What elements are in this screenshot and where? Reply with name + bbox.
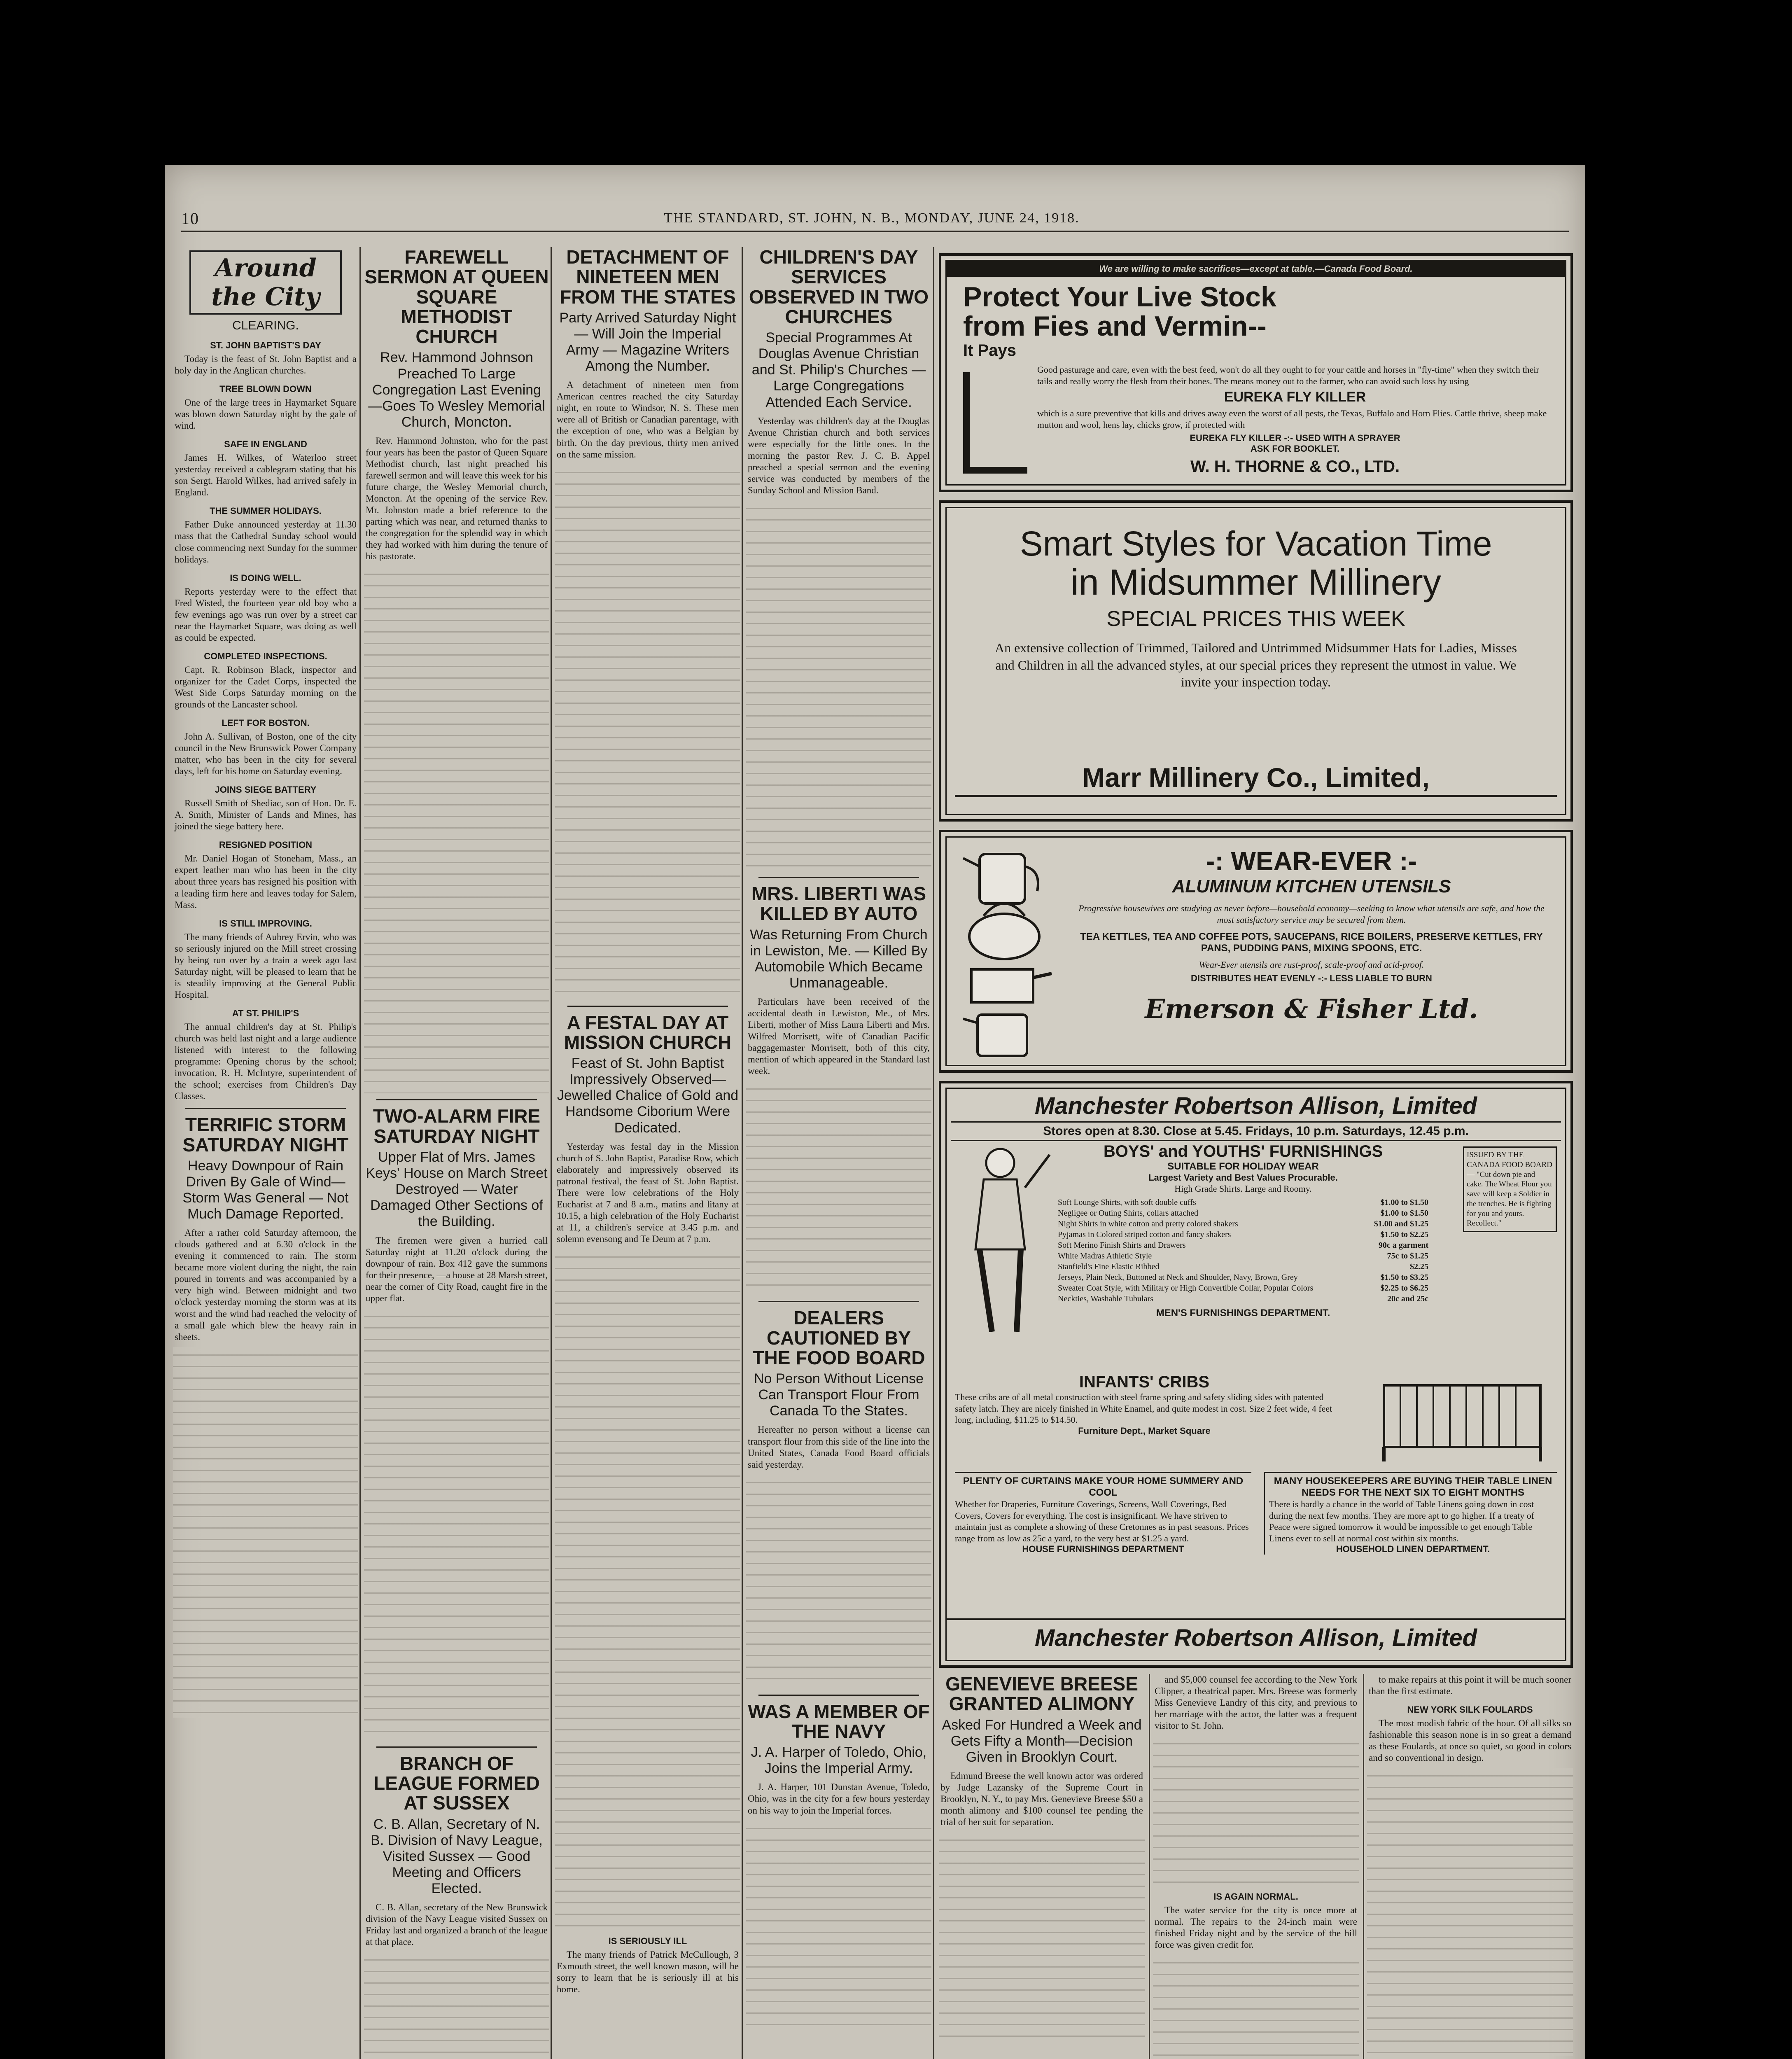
article-continuation bbox=[746, 1081, 931, 1295]
divider bbox=[376, 1746, 537, 1748]
storm-headline: TERRIFIC STORM SATURDAY NIGHT bbox=[182, 1114, 349, 1156]
detachment-deck: Party Arrived Saturday Night — Will Join the Imperial Army — Magazine Writers Among the Number. bbox=[559, 310, 736, 374]
price-value: $1.00 to $1.50 bbox=[1380, 1198, 1428, 1207]
brief-headline: IS STILL IMPROVING. bbox=[219, 918, 312, 929]
festal-deck: Feast of St. John Baptist Impressively Observed—Jewelled Chalice of Gold and Handsome Ciborium Were Dedicated. bbox=[557, 1055, 739, 1136]
bottom-column-1 bbox=[939, 1674, 1145, 2059]
masthead bbox=[181, 206, 1569, 232]
brief-headline: SAFE IN ENGLAND bbox=[224, 439, 307, 450]
price-row bbox=[1058, 1261, 1428, 1272]
price-value: 75c to $1.25 bbox=[1387, 1251, 1428, 1261]
ad1-body-block bbox=[1037, 364, 1553, 476]
page-number: 10 bbox=[181, 209, 199, 228]
price-row bbox=[1058, 1283, 1428, 1293]
wear-ever-body: Progressive housewives are studying as never before—household economy—seeking to know what utensils are safe, and how the most satisfactory service may be secured from them. bbox=[1078, 903, 1545, 925]
column-rule bbox=[1363, 1674, 1364, 2059]
bottom-column-2 bbox=[1153, 1674, 1359, 2059]
price-item: Negligee or Outing Shirts, collars attached bbox=[1058, 1208, 1199, 1218]
house-dept-label: HOUSE FURNISHINGS DEPARTMENT bbox=[1022, 1544, 1184, 1554]
brief-body: The many friends of Aubrey Ervin, who was so seriously injured on the Mill street crossing by being run over by a train a week ago last Saturday night, will be pleased to learn that he is steadily improving at the General Public Hospital. bbox=[175, 931, 357, 1000]
festal-headline: A FESTAL DAY AT MISSION CHURCH bbox=[564, 1011, 732, 1053]
storm-article-body: After a rather cold Saturday afternoon, the clouds gathered and at 6.30 o'clock in the evening it commenced to rain. The storm became more violent during the night, the rain poured in torrents and was accompanied by a very high wind. Between midnight and two o'clock yesterday morning the storm was at its worst and the wind had reached the velocity of a small gale which blew the heavy rain in sheets. bbox=[175, 1228, 357, 1342]
store-hours: Stores open at 8.30. Close at 5.45. Fridays, 10 p.m. Saturdays, 12.45 p.m. bbox=[951, 1121, 1561, 1141]
millinery-headline-1: Smart Styles for Vacation Time bbox=[1020, 524, 1492, 563]
detachment-article-body: A detachment of nineteen men from American centres reached the city Saturday night, en route to Windsor, N. S. These men were all of British or Canadian parentage, with the exception of one, who was a Belgian by birth. On the day previous, thirty men arrived on the same mission. bbox=[557, 380, 739, 460]
column-2 bbox=[364, 247, 549, 2059]
brief-body: James H. Wilkes, of Waterloo street yesterday received a cablegram stating that his son Sergt. Harold Wilkes, had arrived safely in England. bbox=[175, 453, 357, 498]
farewell-headline: FAREWELL SERMON AT QUEEN SQUARE METHODIST CHURCH bbox=[364, 247, 549, 348]
article-continuation bbox=[1153, 1736, 1359, 1884]
price-row bbox=[1058, 1219, 1428, 1229]
curtains-body: Whether for Draperies, Furniture Coverings, Screens, Wall Coverings, Bed Covers, Covers for everything. The cost is insignificant. We have striven to maintain just as complete a showing of these Cretonnes as in past seasons. Prices range from as low as 25c a yard, to the very best at $1.25 a yard. bbox=[955, 1499, 1249, 1543]
it-pays-label: It Pays bbox=[963, 341, 1016, 360]
wear-ever-ad bbox=[939, 830, 1573, 1073]
column-4 bbox=[746, 247, 931, 2059]
article-continuation bbox=[939, 1832, 1145, 2046]
linen-body: There is hardly a chance in the world of Table Linens going down in cost during the next few months. They are more apt to go higher. If a treaty of Peace were signed tomorrow it would be impossible to get enough Table Linens ever to sell at normal cost within six months. bbox=[1269, 1499, 1535, 1543]
millinery-headline-2: in Midsummer Millinery bbox=[1071, 562, 1441, 603]
aluminum-utensils-subhead: ALUMINUM KITCHEN UTENSILS bbox=[1172, 876, 1451, 896]
article-continuation bbox=[364, 1308, 549, 1741]
silk-foulards-body: The most modish fabric of the hour. Of all silks so fashionable this season none is in so great a demand as these Foulards, at once so quiet, so good in colors and so conventional in design. bbox=[1369, 1718, 1571, 1763]
divider bbox=[376, 1099, 537, 1100]
brief-body: Today is the feast of St. John Baptist and a holy day in the Anglican churches. bbox=[175, 354, 357, 376]
column-rule bbox=[933, 247, 934, 2059]
masthead-title: THE STANDARD, ST. JOHN, N. B., MONDAY, JUNE 24, 1918. bbox=[664, 210, 1080, 226]
price-item: Soft Merino Finish Shirts and Drawers bbox=[1058, 1240, 1186, 1250]
breese-deck: Asked For Hundred a Week and Gets Fifty a Month—Decision Given in Brooklyn Court. bbox=[942, 1717, 1142, 1765]
thorne-company-name: W. H. THORNE & CO., LTD. bbox=[1190, 458, 1400, 476]
navy-article-body: J. A. Harper, 101 Dunstan Avenue, Toledo, Ohio, was in the city for a few hours yesterday on his way to join the Imperial forces. bbox=[748, 1782, 930, 1816]
breese-article-body: Edmund Breese the well known actor was ordered by Judge Lazansky of the Supreme Court in Brooklyn, N. Y., to pay Mrs. Genevieve Breese $50 a month alimony and $100 counsel fee pending the trial of her suit for separation. bbox=[940, 1770, 1143, 1828]
navy-deck: J. A. Harper of Toledo, Ohio, Joins the Imperial Army. bbox=[751, 1744, 927, 1777]
column-around-the-city bbox=[173, 247, 358, 2059]
divider bbox=[567, 1006, 728, 1007]
price-row bbox=[1058, 1272, 1428, 1283]
detachment-headline: DETACHMENT OF NINETEEN MEN FROM THE STATES bbox=[560, 247, 736, 308]
price-item: White Madras Athletic Style bbox=[1058, 1251, 1152, 1261]
brief-body: Russell Smith of Shediac, son of Hon. Dr. E. A. Smith, Minister of Lands and Mines, has joined the siege battery here. bbox=[175, 798, 357, 832]
brief-body: The annual children's day at St. Philip's church was held last night and a large audience listened with interest to the following programme: Opening chorus by the school; invocation, R. H. McIntyre, superintendent of the school; exercises from Children's Day Classes. bbox=[175, 1021, 357, 1102]
livestock-headline-1: Protect Your Live Stock bbox=[963, 281, 1276, 313]
again-normal-body: The water service for the city is once more at normal. The repairs to the 24-inch main were finished Friday night and by the service of the hill force was given credit for. bbox=[1155, 1905, 1357, 1950]
price-value: 90c a garment bbox=[1378, 1240, 1428, 1250]
linen-headline: MANY HOUSEKEEPERS ARE BUYING THEIR TABLE LINEN NEEDS FOR THE NEXT SIX TO EIGHT MONTHS bbox=[1274, 1475, 1552, 1498]
clearing-label: CLEARING. bbox=[232, 319, 299, 332]
price-value: $1.50 to $3.25 bbox=[1380, 1272, 1428, 1282]
bottom-column-3 bbox=[1367, 1674, 1573, 2059]
brief-headline: AT ST. PHILIP'S bbox=[232, 1008, 299, 1018]
rust-proof-line: Wear-Ever utensils are rust-proof, scale-proof and acid-proof. bbox=[1199, 959, 1424, 970]
boy-golfer-illustration bbox=[951, 1142, 1054, 1340]
price-value: $1.00 and $1.25 bbox=[1374, 1219, 1428, 1228]
dealers-headline: DEALERS CAUTIONED BY THE FOOD BOARD bbox=[752, 1307, 925, 1368]
brief-headline: JOINS SIEGE BATTERY bbox=[215, 784, 317, 795]
news-briefs bbox=[173, 340, 358, 1102]
thorne-fly-killer-ad bbox=[939, 253, 1573, 492]
brief-body: Mr. Daniel Hogan of Stoneham, Mass., an expert leather man who has been in the city about three years has resigned his position with a leading firm here and leaves today for Salem, Mass. bbox=[175, 853, 357, 910]
price-list bbox=[1058, 1197, 1428, 1304]
article-continuation bbox=[1153, 1955, 1359, 2059]
eureka-description: which is a sure preventive that kills and drives away even the worst of all pests, the Texas, Buffalo and Horn Flies. Cattle thrive, sheep make mutton and wool, hens lay, chicks grow, if protected with bbox=[1037, 408, 1547, 430]
mra-company-name-bottom: Manchester Robertson Allison, Limited bbox=[947, 1618, 1565, 1652]
brief-headline: COMPLETED INSPECTIONS. bbox=[204, 651, 327, 661]
repairs-body: to make repairs at this point it will be much sooner than the first estimate. bbox=[1369, 1674, 1571, 1697]
price-item: Stanfield's Fine Elastic Ribbed bbox=[1058, 1262, 1160, 1271]
article-continuation bbox=[555, 1249, 740, 1928]
brief-headline: THE SUMMER HOLIDAYS. bbox=[210, 506, 322, 516]
article-continuation bbox=[746, 1475, 931, 1689]
mens-dept-label: MEN'S FURNISHINGS DEPARTMENT. bbox=[1156, 1307, 1330, 1319]
league-deck: C. B. Allan, Secretary of N. B. Division of Navy League, Visited Sussex — Good Meeting and Officers Elected. bbox=[371, 1816, 543, 1897]
divider bbox=[185, 1108, 346, 1109]
breese-continued-body: and $5,000 counsel fee according to the New York Clipper, a theatrical paper. Mrs. Breese was formerly Miss Genevieve Landry of this city, and previous to her marriage with the actor, the latter was a frequent visitor to St. John. bbox=[1155, 1674, 1357, 1731]
boys-furnishings-headline: BOYS' and YOUTHS' FURNISHINGS bbox=[1103, 1142, 1383, 1160]
price-item: Jerseys, Plain Neck, Buttoned at Neck and Shoulder, Navy, Brown, Grey bbox=[1058, 1272, 1298, 1282]
price-value: $1.50 to $2.25 bbox=[1380, 1230, 1428, 1239]
dealers-deck: No Person Without License Can Transport Flour From Canada To the States. bbox=[754, 1371, 924, 1419]
linen-dept-label: HOUSEHOLD LINEN DEPARTMENT. bbox=[1336, 1544, 1490, 1554]
fire-deck: Upper Flat of Mrs. James Keys' House on March Street Destroyed — Water Damaged Other Sections of the Building. bbox=[366, 1149, 548, 1230]
brief-headline: IS DOING WELL. bbox=[230, 572, 301, 583]
article-continuation bbox=[173, 1347, 358, 1718]
best-values-subhead: Largest Variety and Best Values Procurable. bbox=[1148, 1172, 1338, 1183]
cribs-body: These cribs are of all metal construction with steel frame spring and safety sliding sides with patented safety latch. They are nicely finished in White Enamel, and quite modest in cost. Size 2 feet wide, 4 feet long, including, $11.25 to $14.50. bbox=[955, 1392, 1332, 1425]
decorative-bracket bbox=[963, 372, 1027, 474]
childrens-day-deck: Special Programmes At Douglas Avenue Christian and St. Philip's Churches — Large Congregations Attended Each Service. bbox=[751, 330, 926, 410]
brief-headline: ST. JOHN BAPTIST'S DAY bbox=[210, 340, 321, 350]
article-continuation bbox=[364, 1952, 549, 2059]
breese-headline: GENEVIEVE BREESE GRANTED ALIMONY bbox=[945, 1673, 1138, 1715]
furniture-dept-label: Furniture Dept., Market Square bbox=[1078, 1425, 1211, 1436]
price-row bbox=[1058, 1251, 1428, 1261]
special-prices-label: SPECIAL PRICES THIS WEEK bbox=[1106, 607, 1405, 631]
article-continuation bbox=[555, 465, 740, 1000]
brief-body: One of the large trees in Haymarket Square was blown down Saturday night by the gale of wind. bbox=[175, 397, 357, 431]
kitchen-utensils-illustration bbox=[955, 850, 1054, 1064]
fire-headline: TWO-ALARM FIRE SATURDAY NIGHT bbox=[373, 1105, 541, 1147]
price-value: 20c and 25c bbox=[1387, 1294, 1428, 1303]
column-rule bbox=[551, 247, 552, 2059]
mra-company-name-top: Manchester Robertson Allison, Limited bbox=[1034, 1093, 1477, 1119]
distributes-heat-line: DISTRIBUTES HEAT EVENLY -:- LESS LIABLE TO BURN bbox=[1191, 973, 1432, 983]
article-continuation bbox=[746, 500, 931, 871]
column-3 bbox=[555, 247, 740, 2059]
brief-body: Capt. R. Robinson Black, inspector and organizer for the Cadet Corps, inspected the West Side Corps Saturday morning on the grounds of the Lancaster school. bbox=[175, 664, 357, 710]
divider bbox=[758, 1301, 919, 1302]
price-item: Pyjamas in Colored striped cotton and fancy shakers bbox=[1058, 1230, 1231, 1239]
holiday-wear-subhead: SUITABLE FOR HOLIDAY WEAR bbox=[1167, 1161, 1319, 1172]
divider bbox=[758, 1695, 919, 1696]
liberti-article-body: Particulars have been received of the accidental death in Lewiston, Me., of Mrs. Liberti, mother of Miss Laura Liberti and Mrs. Wilfred Morrisett, wife of Canadian Pacific baggagemaster Morrisett, both of this city, mention of which appeared in the Standard last week. bbox=[748, 996, 930, 1076]
brief-body: Father Duke announced yesterday at 11.30 mass that the Cathedral Sunday school would close commencing next Sunday for the summer holidays. bbox=[175, 519, 357, 565]
infants-cribs-headline: INFANTS' CRIBS bbox=[1079, 1373, 1210, 1391]
wear-ever-headline: -: WEAR-EVER :- bbox=[1206, 846, 1417, 876]
childrens-day-article-body: Yesterday was children's day at the Douglas Avenue Christian church and both services were especially for the little ones. In the morning the pastor Rev. J. C. B. Appel preached a special sermon and the evening service was conducted by members of the Sunday School and Mission Band. bbox=[748, 416, 930, 495]
livestock-body: Good pasturage and care, even with the best feed, won't do all they ought to for your cattle and horses in "fly-time" when they switch their tails and really worry the flesh from their bones. The means money out to the farmer, who can avoid such loss by using bbox=[1037, 364, 1539, 386]
quality-line: High Grade Shirts. Large and Roomy. bbox=[1174, 1184, 1312, 1194]
storm-deck: Heavy Downpour of Rain Driven By Gale of Wind—Storm Was General — Not Much Damage Reported. bbox=[182, 1158, 349, 1222]
marr-company-name: Marr Millinery Co., Limited, bbox=[1082, 762, 1430, 793]
brief-headline: LEFT FOR BOSTON. bbox=[222, 718, 310, 728]
liberti-deck: Was Returning From Church in Lewiston, Me. — Killed By Automobile Which Became Unmanageable. bbox=[750, 927, 928, 991]
brief-headline: RESIGNED POSITION bbox=[219, 840, 313, 850]
column-rule bbox=[742, 247, 743, 2059]
farewell-article-body: Rev. Hammond Johnston, who for the past four years has been the pastor of Queen Square Methodist church, last night preached his farewell sermon and will leave this week for his future charge, the Wesley Memorial church, Moncton. At the opening of the service Rev. Mr. Johnston made a brief reference to the parting which was near, and returned thanks to the congregation for the splendid way in which they had worked with him during the tenure of his pastorate. bbox=[366, 435, 548, 562]
childrens-day-headline: CHILDREN'S DAY SERVICES OBSERVED IN TWO CHURCHES bbox=[749, 247, 929, 327]
column-rule bbox=[1149, 1674, 1150, 2059]
booklet-line: ASK FOR BOOKLET. bbox=[1250, 444, 1340, 454]
navy-headline: WAS A MEMBER OF THE NAVY bbox=[748, 1700, 930, 1742]
newspaper-page bbox=[165, 165, 1585, 2059]
column-rule bbox=[359, 247, 361, 2059]
sprayer-line: EUREKA FLY KILLER -:- USED WITH A SPRAYER bbox=[1190, 433, 1400, 443]
divider bbox=[758, 877, 919, 878]
price-item: Night Shirts in white cotton and pretty colored shakers bbox=[1058, 1219, 1238, 1228]
livestock-headline-2: from Fies and Vermin-- bbox=[963, 310, 1267, 342]
article-continuation bbox=[746, 1821, 931, 2026]
price-value: $2.25 to $6.25 bbox=[1380, 1283, 1428, 1293]
price-value: $1.00 to $1.50 bbox=[1380, 1208, 1428, 1218]
again-normal-headline: IS AGAIN NORMAL. bbox=[1213, 1891, 1298, 1902]
price-row bbox=[1058, 1208, 1428, 1219]
price-row bbox=[1058, 1240, 1428, 1251]
price-value: $2.25 bbox=[1410, 1262, 1428, 1271]
price-item: Sweater Coat Style, with Military or High Convertible Collar, Popular Colors bbox=[1058, 1283, 1314, 1293]
liberti-headline: MRS. LIBERTI WAS KILLED BY AUTO bbox=[751, 882, 926, 924]
dealers-article-body: Hereafter no person without a license can transport flour from this side of the line into the United States, Canada Food Board officials said yesterday. bbox=[748, 1424, 930, 1470]
league-article-body: C. B. Allan, secretary of the New Brunswick division of the Navy League visited Sussex on Friday last and organized a branch of the league at that place. bbox=[366, 1902, 548, 1947]
brief-headline: TREE BLOWN DOWN bbox=[219, 384, 312, 395]
article-continuation bbox=[1367, 1768, 1573, 2056]
farewell-deck: Rev. Hammond Johnson Preached To Large Congregation Last Evening—Goes To Wesley Memorial Church, Moncton. bbox=[368, 350, 545, 430]
food-board-slogan: We are willing to make sacrifices—except at table.—Canada Food Board. bbox=[947, 261, 1565, 277]
article-continuation bbox=[364, 566, 549, 1093]
price-row bbox=[1058, 1293, 1428, 1304]
curtains-headline: PLENTY OF CURTAINS MAKE YOUR HOME SUMMERY AND COOL bbox=[963, 1475, 1244, 1498]
price-row bbox=[1058, 1229, 1428, 1240]
ill-headline: IS SERIOUSLY ILL bbox=[608, 1936, 687, 1947]
infant-crib-illustration bbox=[1376, 1373, 1549, 1464]
utensil-list: TEA KETTLES, TEA AND COFFEE POTS, SAUCEPANS, RICE BOILERS, PRESERVE KETTLES, FRY PANS, PUDDING PANS, MIXING SPOONS, ETC. bbox=[1080, 931, 1543, 954]
emerson-fisher-company-name: Emerson & Fisher Ltd. bbox=[1145, 993, 1478, 1025]
price-row bbox=[1058, 1197, 1428, 1208]
brief-body: John A. Sullivan, of Boston, one of the city council in the New Brunswick Power Company matter, who has been in the city for several days, left for his home on Saturday evening. bbox=[175, 731, 357, 777]
ill-article-body: The many friends of Patrick McCullough, 3 Exmouth street, the well known mason, will be sorry to learn that he is seriously ill at his home. bbox=[557, 1949, 739, 1995]
silk-foulards-headline: NEW YORK SILK FOULARDS bbox=[1407, 1704, 1533, 1715]
festal-article-body: Yesterday was festal day in the Mission church of S. John Baptist, Paradise Row, which elaborately and impressively observed its patronal festival, the feast of St. John Baptist. There were low celebrations of the Holy Eucharist at 7 and 8 a.m., matins and litany at 10.15, a high celebration of the Holy Eucharist at 11, a children's service at 3.45 p.m. and solemn evensong and Te Deum at 7 p.m. bbox=[557, 1141, 739, 1244]
food-board-notice: ISSUED BY THE CANADA FOOD BOARD — "Cut down pie and cake. The Wheat Flour you save will keep a Soldier in the trenches. He is fighting for you and yours. Recollect." bbox=[1463, 1146, 1557, 1232]
around-the-city-kicker: Around the City bbox=[189, 250, 342, 315]
fire-article-body: The firemen were given a hurried call Saturday night at 11.20 o'clock during the downpour of rain. Box 412 gave the summons for their presence, —a house at 28 Marsh street, near the corner of City Road, caught fire in the upper flat. bbox=[366, 1235, 548, 1303]
mra-ad bbox=[939, 1081, 1573, 1668]
league-headline: BRANCH OF LEAGUE FORMED AT SUSSEX bbox=[373, 1752, 540, 1814]
marr-millinery-ad bbox=[939, 500, 1573, 822]
eureka-product-name: EUREKA FLY KILLER bbox=[1224, 389, 1366, 405]
brief-body: Reports yesterday were to the effect that Fred Wisted, the fourteen year old boy who a few evenings ago was run over by a street car near the Haymarket Square, was doing as well as could be expected. bbox=[175, 586, 357, 643]
millinery-body: An extensive collection of Trimmed, Tailored and Untrimmed Midsummer Hats for Ladies, Misses and Children in all the advanced styles, at our special prices they represent the utmost in value. We invite your inspection today. bbox=[994, 640, 1517, 690]
price-item: Neckties, Washable Tubulars bbox=[1058, 1294, 1153, 1303]
price-item: Soft Lounge Shirts, with soft double cuffs bbox=[1058, 1198, 1196, 1207]
